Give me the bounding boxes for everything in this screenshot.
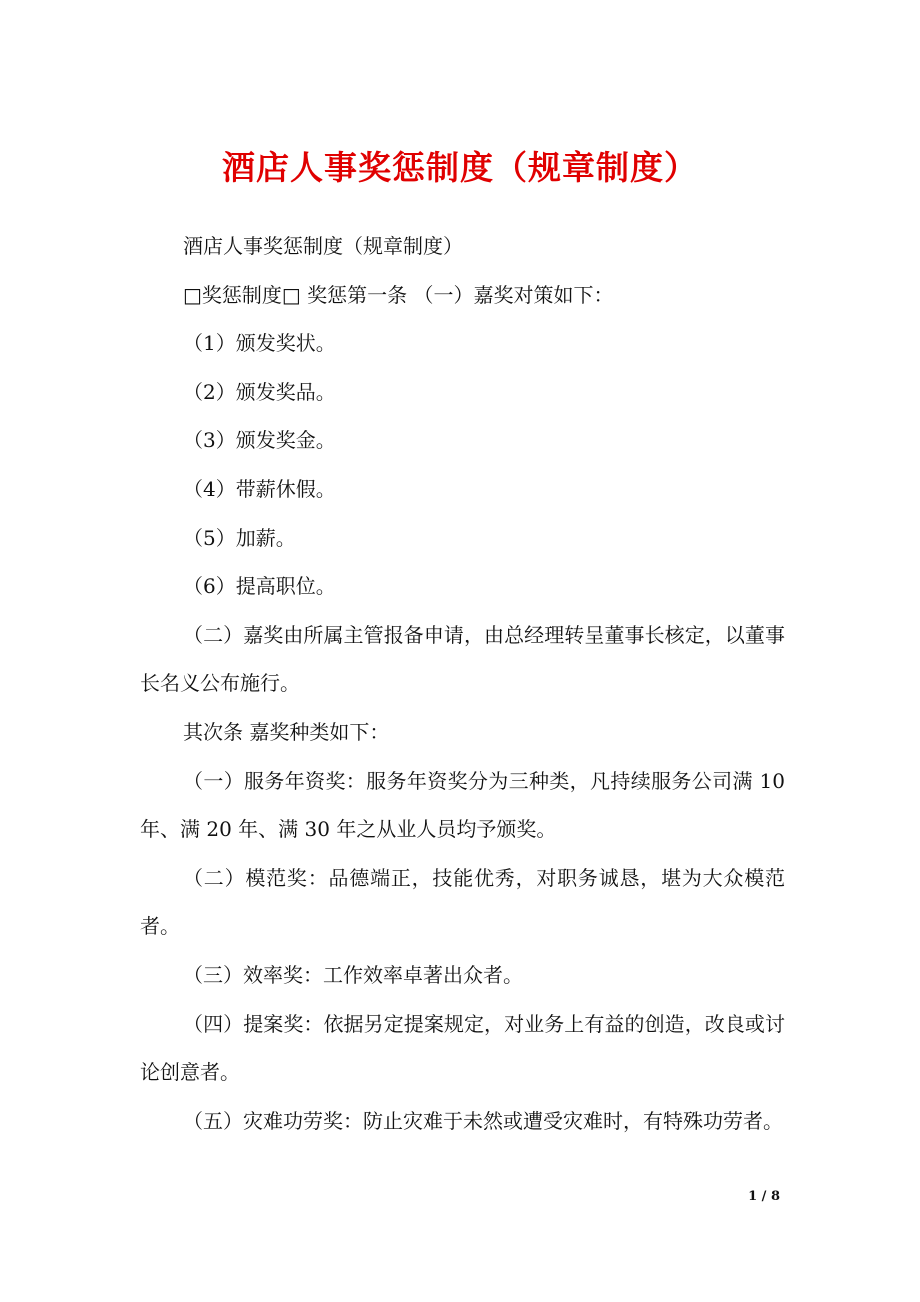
list-item-award-2: （2）颁发奖品。 xyxy=(183,379,336,404)
document-body xyxy=(140,222,785,1145)
list-item-award-1: （1）颁发奖状。 xyxy=(183,331,336,356)
paragraph-approval: （二）嘉奖由所属主管报备申请，由总经理转呈董事长核定，以董事长名义公布施行。 xyxy=(140,622,785,696)
list-item-award-6: （6）提高职位。 xyxy=(183,574,336,599)
paragraph-subtitle: 酒店人事奖惩制度（规章制度） xyxy=(183,234,463,258)
document-title: 酒店人事奖惩制度（规章制度） xyxy=(222,148,698,187)
list-item-award-4: （4）带薪休假。 xyxy=(183,476,336,501)
paragraph-disaster-award: （五）灾难功劳奖：防止灾难于未然或遭受灾难时，有特殊功劳者。 xyxy=(183,1108,783,1133)
paragraph-article-1: □奖惩制度□ 奖惩第一条 （一）嘉奖对策如下： xyxy=(183,282,614,307)
paragraph-efficiency-award: （三）效率奖：工作效率卓著出众者。 xyxy=(183,962,523,987)
paragraph-model-award: （二）模范奖：品德端正，技能优秀，对职务诚恳，堪为大众模范者。 xyxy=(140,865,785,939)
paragraph-article-2: 其次条 嘉奖种类如下： xyxy=(183,719,390,744)
paragraph-seniority-award: （一）服务年资奖：服务年资奖分为三种类，凡持续服务公司满 10 年、满 20 年、满 30 年之从业人员均予颁奖。 xyxy=(140,768,785,842)
page-number: 1 / 8 xyxy=(748,1189,780,1204)
list-item-award-5: （5）加薪。 xyxy=(183,525,296,550)
list-item-award-3: （3）颁发奖金。 xyxy=(183,428,336,453)
paragraph-proposal-award: （四）提案奖：依据另定提案规定，对业务上有益的创造，改良或讨论创意者。 xyxy=(140,1011,785,1085)
